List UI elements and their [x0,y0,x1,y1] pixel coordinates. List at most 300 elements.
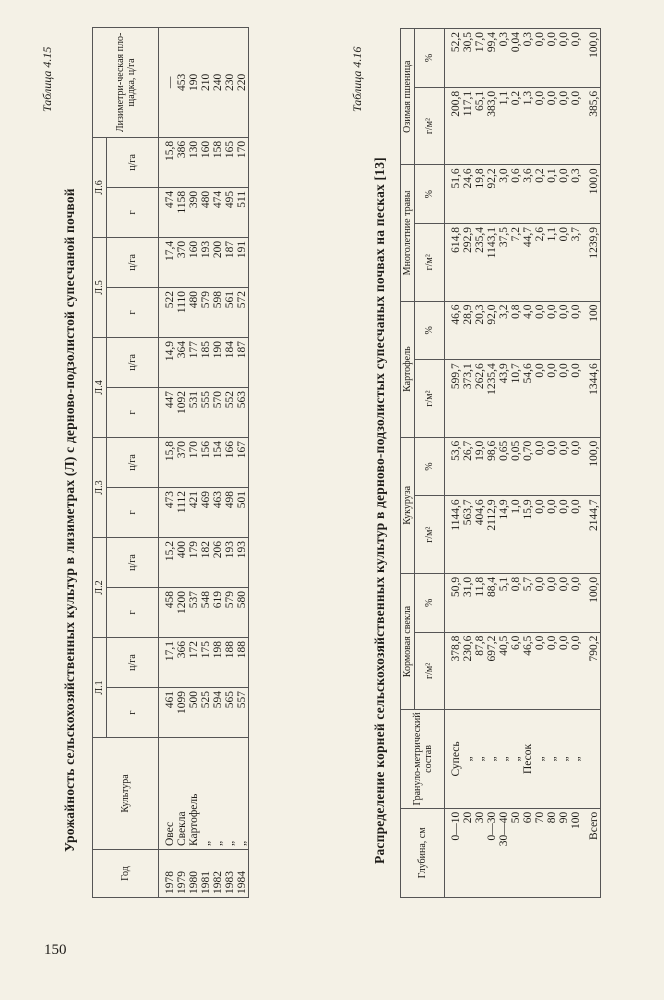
total-value-cell: 100,0 [582,437,601,496]
table-4-15-title: Урожайность сельскохозяйственных культур в лизиметрах (Л) с дерново-подзолистой супесчаной почвой [62,188,77,852]
crop-cell: „ [200,738,212,850]
year-cell: 1979 [176,850,188,898]
value-cell: 570 [212,387,224,437]
value-cell: 230,6 [462,632,474,710]
value-cell: 14,9 [498,496,510,574]
value-cell: 187 [236,337,249,387]
value-cell: 191 [236,237,249,287]
table-row [534,29,546,898]
value-cell: 599,7 [445,360,463,438]
unit-g-header: г [107,387,159,437]
value-cell: 580 [236,587,249,637]
crop-header: Озимая пшеница [401,29,415,165]
value-cell: 0,0 [558,573,570,632]
value-cell: 557 [236,688,249,738]
total-value-cell: 100,0 [582,573,601,632]
unit-gm2-header: г/м² [415,224,445,302]
value-cell: 0,3 [570,165,582,224]
total-row [582,29,601,898]
value-cell: 54,6 [522,360,534,438]
value-cell: 188 [224,637,236,687]
unit-cga-header: ц/га [107,637,159,687]
table-4-16-label: Таблица 4.16 [350,46,364,112]
total-value-cell: 790,2 [582,632,601,710]
value-cell: 44,7 [522,224,534,302]
value-cell: 1158 [176,187,188,237]
plot-cell: — [159,27,177,137]
value-cell: 0,0 [570,360,582,438]
value-cell: 206 [212,537,224,587]
texture-cell: „ [474,710,486,809]
unit-cga-header: ц/га [107,237,159,287]
plot-header: Лизиметри-ческая пло-щадка, ц/га [93,27,159,137]
value-cell: 370 [176,237,188,287]
empty-cell [582,710,601,809]
value-cell: 53,6 [445,437,463,496]
value-cell: 4,0 [522,301,534,360]
value-cell: 0,0 [558,165,570,224]
unit-pct-header: % [415,301,445,360]
value-cell: 364 [176,337,188,387]
value-cell: 0,0 [534,87,546,165]
unit-g-header: г [107,487,159,537]
value-cell: 565 [224,688,236,738]
value-cell: 1200 [176,587,188,637]
value-cell: 0,1 [546,165,558,224]
value-cell: 0,3 [522,29,534,88]
table-row [498,29,510,898]
value-cell: 0,0 [558,87,570,165]
value-cell: 193 [200,237,212,287]
value-cell: 555 [200,387,212,437]
value-cell: 469 [200,487,212,537]
value-cell: 5,1 [498,573,510,632]
value-cell: 0,0 [534,437,546,496]
value-cell: 1144,6 [445,496,463,574]
value-cell: 598 [212,287,224,337]
value-cell: 185 [200,337,212,387]
unit-cga-header: ц/га [107,537,159,587]
value-cell: 0,0 [546,360,558,438]
value-cell: 0,0 [570,573,582,632]
value-cell: 28,9 [462,301,474,360]
value-cell: 594 [212,688,224,738]
value-cell: 531 [188,387,200,437]
value-cell: 158 [212,137,224,187]
crop-cell: Овес [159,738,177,850]
value-cell: 0,0 [534,496,546,574]
value-cell: 0,0 [558,360,570,438]
total-value-cell: 385,6 [582,87,601,165]
crop-header: Культура [93,738,159,850]
unit-gm2-header: г/м² [415,632,445,710]
table-row [570,29,582,898]
lysimeter-header: Л.6 [93,137,107,237]
table-row [200,27,212,897]
crop-cell: „ [236,738,249,850]
value-cell: 548 [200,587,212,637]
value-cell: 390 [188,187,200,237]
unit-g-header: г [107,187,159,237]
unit-pct-header: % [415,437,445,496]
value-cell: 160 [188,237,200,287]
value-cell: 43,9 [498,360,510,438]
table-row [486,29,498,898]
year-cell: 1981 [200,850,212,898]
value-cell: 15,9 [522,496,534,574]
value-cell: 0,05 [510,437,522,496]
texture-cell: „ [534,710,546,809]
value-cell: 50,9 [445,573,463,632]
value-cell: 619 [212,587,224,637]
value-cell: 0,8 [510,301,522,360]
value-cell: 92,2 [486,165,498,224]
depth-cell: 0—30 [486,808,498,897]
depth-cell: 50 [510,808,522,897]
value-cell: 0,0 [546,437,558,496]
value-cell: 0,0 [546,29,558,88]
value-cell: 0,0 [534,573,546,632]
value-cell: 166 [224,437,236,487]
value-cell: 0,0 [558,224,570,302]
value-cell: 0,0 [546,301,558,360]
depth-cell: 30 [474,808,486,897]
value-cell: 500 [188,688,200,738]
value-cell: 563,7 [462,496,474,574]
value-cell: 421 [188,487,200,537]
value-cell: 0,0 [534,632,546,710]
depth-cell: 60 [522,808,534,897]
value-cell: 3,6 [522,165,534,224]
value-cell: 19,8 [474,165,486,224]
year-cell: 1982 [212,850,224,898]
value-cell: 17,0 [474,29,486,88]
value-cell: 0,0 [546,496,558,574]
value-cell: 19,0 [474,437,486,496]
year-header: Год [93,850,159,898]
texture-cell: „ [462,710,474,809]
table-row [224,27,236,897]
value-cell: 0,0 [558,437,570,496]
value-cell: 383,0 [486,87,498,165]
crop-cell: „ [212,738,224,850]
value-cell: 0,04 [510,29,522,88]
table-4-15 [92,27,249,898]
unit-g-header: г [107,287,159,337]
value-cell: 0,2 [510,87,522,165]
value-cell: 3,7 [570,224,582,302]
value-cell: 187 [224,237,236,287]
value-cell: 37,5 [498,224,510,302]
value-cell: 0,6 [510,165,522,224]
value-cell: 378,8 [445,632,463,710]
value-cell: 46,6 [445,301,463,360]
value-cell: 400 [176,537,188,587]
value-cell: 552 [224,387,236,437]
value-cell: 386 [176,137,188,187]
value-cell: 5,7 [522,573,534,632]
value-cell: 0,0 [546,87,558,165]
value-cell: 30,5 [462,29,474,88]
table-4-15-body [159,27,249,897]
value-cell: 474 [159,187,177,237]
depth-cell: 70 [534,808,546,897]
value-cell: 99,4 [486,29,498,88]
unit-cga-header: ц/га [107,137,159,187]
value-cell: 92,0 [486,301,498,360]
depth-header: Глубина, см [401,808,445,897]
value-cell: 262,6 [474,360,486,438]
depth-cell: 90 [558,808,570,897]
value-cell: 0,8 [510,573,522,632]
value-cell: 511 [236,187,249,237]
value-cell: 31,0 [462,573,474,632]
value-cell: 1110 [176,287,188,337]
value-cell: 0,0 [558,301,570,360]
table-4-16-body [445,29,601,898]
table-row [558,29,570,898]
value-cell: 177 [188,337,200,387]
value-cell: 498 [224,487,236,537]
depth-cell: 30—40 [498,808,510,897]
value-cell: 0,0 [534,360,546,438]
value-cell: 473 [159,487,177,537]
value-cell: 0,0 [570,87,582,165]
texture-cell: „ [498,710,510,809]
value-cell: 117,1 [462,87,474,165]
value-cell: 14,9 [159,337,177,387]
value-cell: 172 [188,637,200,687]
value-cell: 11,8 [474,573,486,632]
year-cell: 1983 [224,850,236,898]
lysimeter-header: Л.2 [93,537,107,637]
value-cell: 188 [236,637,249,687]
value-cell: 579 [200,287,212,337]
unit-pct-header: % [415,573,445,632]
crop-cell: Свекла [176,738,188,850]
value-cell: 561 [224,287,236,337]
value-cell: 563 [236,387,249,437]
value-cell: 447 [159,387,177,437]
value-cell: 51,6 [445,165,463,224]
value-cell: 495 [224,187,236,237]
table-row [462,29,474,898]
value-cell: 130 [188,137,200,187]
year-cell: 1984 [236,850,249,898]
unit-cga-header: ц/га [107,337,159,387]
value-cell: 6,0 [510,632,522,710]
value-cell: 15,8 [159,137,177,187]
value-cell: 614,8 [445,224,463,302]
total-value-cell: 2144,7 [582,496,601,574]
depth-cell: 80 [546,808,558,897]
value-cell: 1143,1 [486,224,498,302]
value-cell: 1,1 [546,224,558,302]
value-cell: 167 [236,437,249,487]
depth-cell: 0—10 [445,808,463,897]
value-cell: 1092 [176,387,188,437]
value-cell: 480 [188,287,200,337]
value-cell: 0,0 [570,632,582,710]
table-4-16 [400,28,601,898]
lysimeter-header: Л.5 [93,237,107,337]
table-row [546,29,558,898]
unit-gm2-header: г/м² [415,87,445,165]
value-cell: 366 [176,637,188,687]
value-cell: 182 [200,537,212,587]
value-cell: 156 [200,437,212,487]
value-cell: 463 [212,487,224,537]
value-cell: 198 [212,637,224,687]
total-value-cell: 100 [582,301,601,360]
value-cell: 2,6 [534,224,546,302]
value-cell: 0,0 [570,29,582,88]
value-cell: 537 [188,587,200,637]
value-cell: 525 [200,688,212,738]
value-cell: 98,6 [486,437,498,496]
value-cell: 458 [159,587,177,637]
table-row [510,29,522,898]
value-cell: 3,2 [498,301,510,360]
value-cell: 65,1 [474,87,486,165]
value-cell: 175 [200,637,212,687]
value-cell: 200 [212,237,224,287]
value-cell: 46,5 [522,632,534,710]
value-cell: 24,6 [462,165,474,224]
unit-gm2-header: г/м² [415,360,445,438]
value-cell: 697,2 [486,632,498,710]
unit-pct-header: % [415,29,445,88]
texture-cell: „ [486,710,498,809]
unit-pct-header: % [415,165,445,224]
texture-cell: Песок [522,710,534,809]
value-cell: 235,4 [474,224,486,302]
total-value-cell: 1344,6 [582,360,601,438]
value-cell: 1235,4 [486,360,498,438]
total-value-cell: 100,0 [582,29,601,88]
value-cell: 0,0 [534,301,546,360]
crop-header: Многолетние травы [401,165,415,301]
texture-cell: „ [570,710,582,809]
value-cell: 184 [224,337,236,387]
plot-cell: 190 [188,27,200,137]
crop-header: Кукуруза [401,437,415,573]
total-value-cell: 1239,9 [582,224,601,302]
year-cell: 1978 [159,850,177,898]
value-cell: 160 [200,137,212,187]
value-cell: 10,7 [510,360,522,438]
value-cell: 0,0 [570,301,582,360]
value-cell: 165 [224,137,236,187]
value-cell: 0,3 [498,29,510,88]
table-row [159,27,177,897]
plot-cell: 220 [236,27,249,137]
plot-cell: 210 [200,27,212,137]
value-cell: 193 [236,537,249,587]
texture-cell: Супесь [445,710,463,809]
value-cell: 179 [188,537,200,587]
total-value-cell: 100,0 [582,165,601,224]
lysimeter-header: Л.1 [93,637,107,737]
texture-header: Грануло-метрический состав [401,710,445,809]
value-cell: 193 [224,537,236,587]
table-row [176,27,188,897]
table-row [445,29,463,898]
page-number: 150 [44,942,67,958]
table-row [522,29,534,898]
value-cell: 1,3 [522,87,534,165]
value-cell: 0,0 [534,29,546,88]
crop-header: Картофель [401,301,415,437]
table-row [474,29,486,898]
crop-header: Кормовая свекла [401,573,415,709]
value-cell: 15,8 [159,437,177,487]
rotated-page-content [32,0,632,960]
texture-cell: „ [510,710,522,809]
value-cell: 15,2 [159,537,177,587]
value-cell: 17,4 [159,237,177,287]
total-label: Всего [582,808,601,897]
value-cell: 579 [224,587,236,637]
value-cell: 0,0 [558,632,570,710]
plot-cell: 230 [224,27,236,137]
value-cell: 0,65 [498,437,510,496]
value-cell: 373,1 [462,360,474,438]
value-cell: 1,1 [498,87,510,165]
value-cell: 154 [212,437,224,487]
value-cell: 404,6 [474,496,486,574]
value-cell: 0,0 [546,573,558,632]
value-cell: 0,2 [534,165,546,224]
year-cell: 1980 [188,850,200,898]
value-cell: 87,8 [474,632,486,710]
value-cell: 0,0 [570,437,582,496]
value-cell: 0,70 [522,437,534,496]
value-cell: 20,3 [474,301,486,360]
value-cell: 1112 [176,487,188,537]
value-cell: 3,0 [498,165,510,224]
value-cell: 292,9 [462,224,474,302]
table-4-15-label: Таблица 4.15 [40,46,54,112]
depth-cell: 100 [570,808,582,897]
value-cell: 26,7 [462,437,474,496]
value-cell: 52,2 [445,29,463,88]
table-4-16-title: Распределение корней сельскохозяйственных культур в дерново-подзолистых супесчаных почвах на песках [13] [372,157,387,864]
unit-cga-header: ц/га [107,437,159,487]
value-cell: 0,0 [558,29,570,88]
value-cell: 190 [212,337,224,387]
table-row [212,27,224,897]
lysimeter-header: Л.4 [93,337,107,437]
value-cell: 7,2 [510,224,522,302]
crop-cell: „ [224,738,236,850]
unit-g-header: г [107,587,159,637]
value-cell: 501 [236,487,249,537]
value-cell: 572 [236,287,249,337]
crop-cell: Картофель [188,738,200,850]
value-cell: 40,5 [498,632,510,710]
value-cell: 88,4 [486,573,498,632]
value-cell: 461 [159,688,177,738]
value-cell: 2112,9 [486,496,498,574]
value-cell: 480 [200,187,212,237]
value-cell: 200,8 [445,87,463,165]
value-cell: 522 [159,287,177,337]
depth-cell: 20 [462,808,474,897]
value-cell: 1,0 [510,496,522,574]
value-cell: 474 [212,187,224,237]
lysimeter-header: Л.3 [93,437,107,537]
